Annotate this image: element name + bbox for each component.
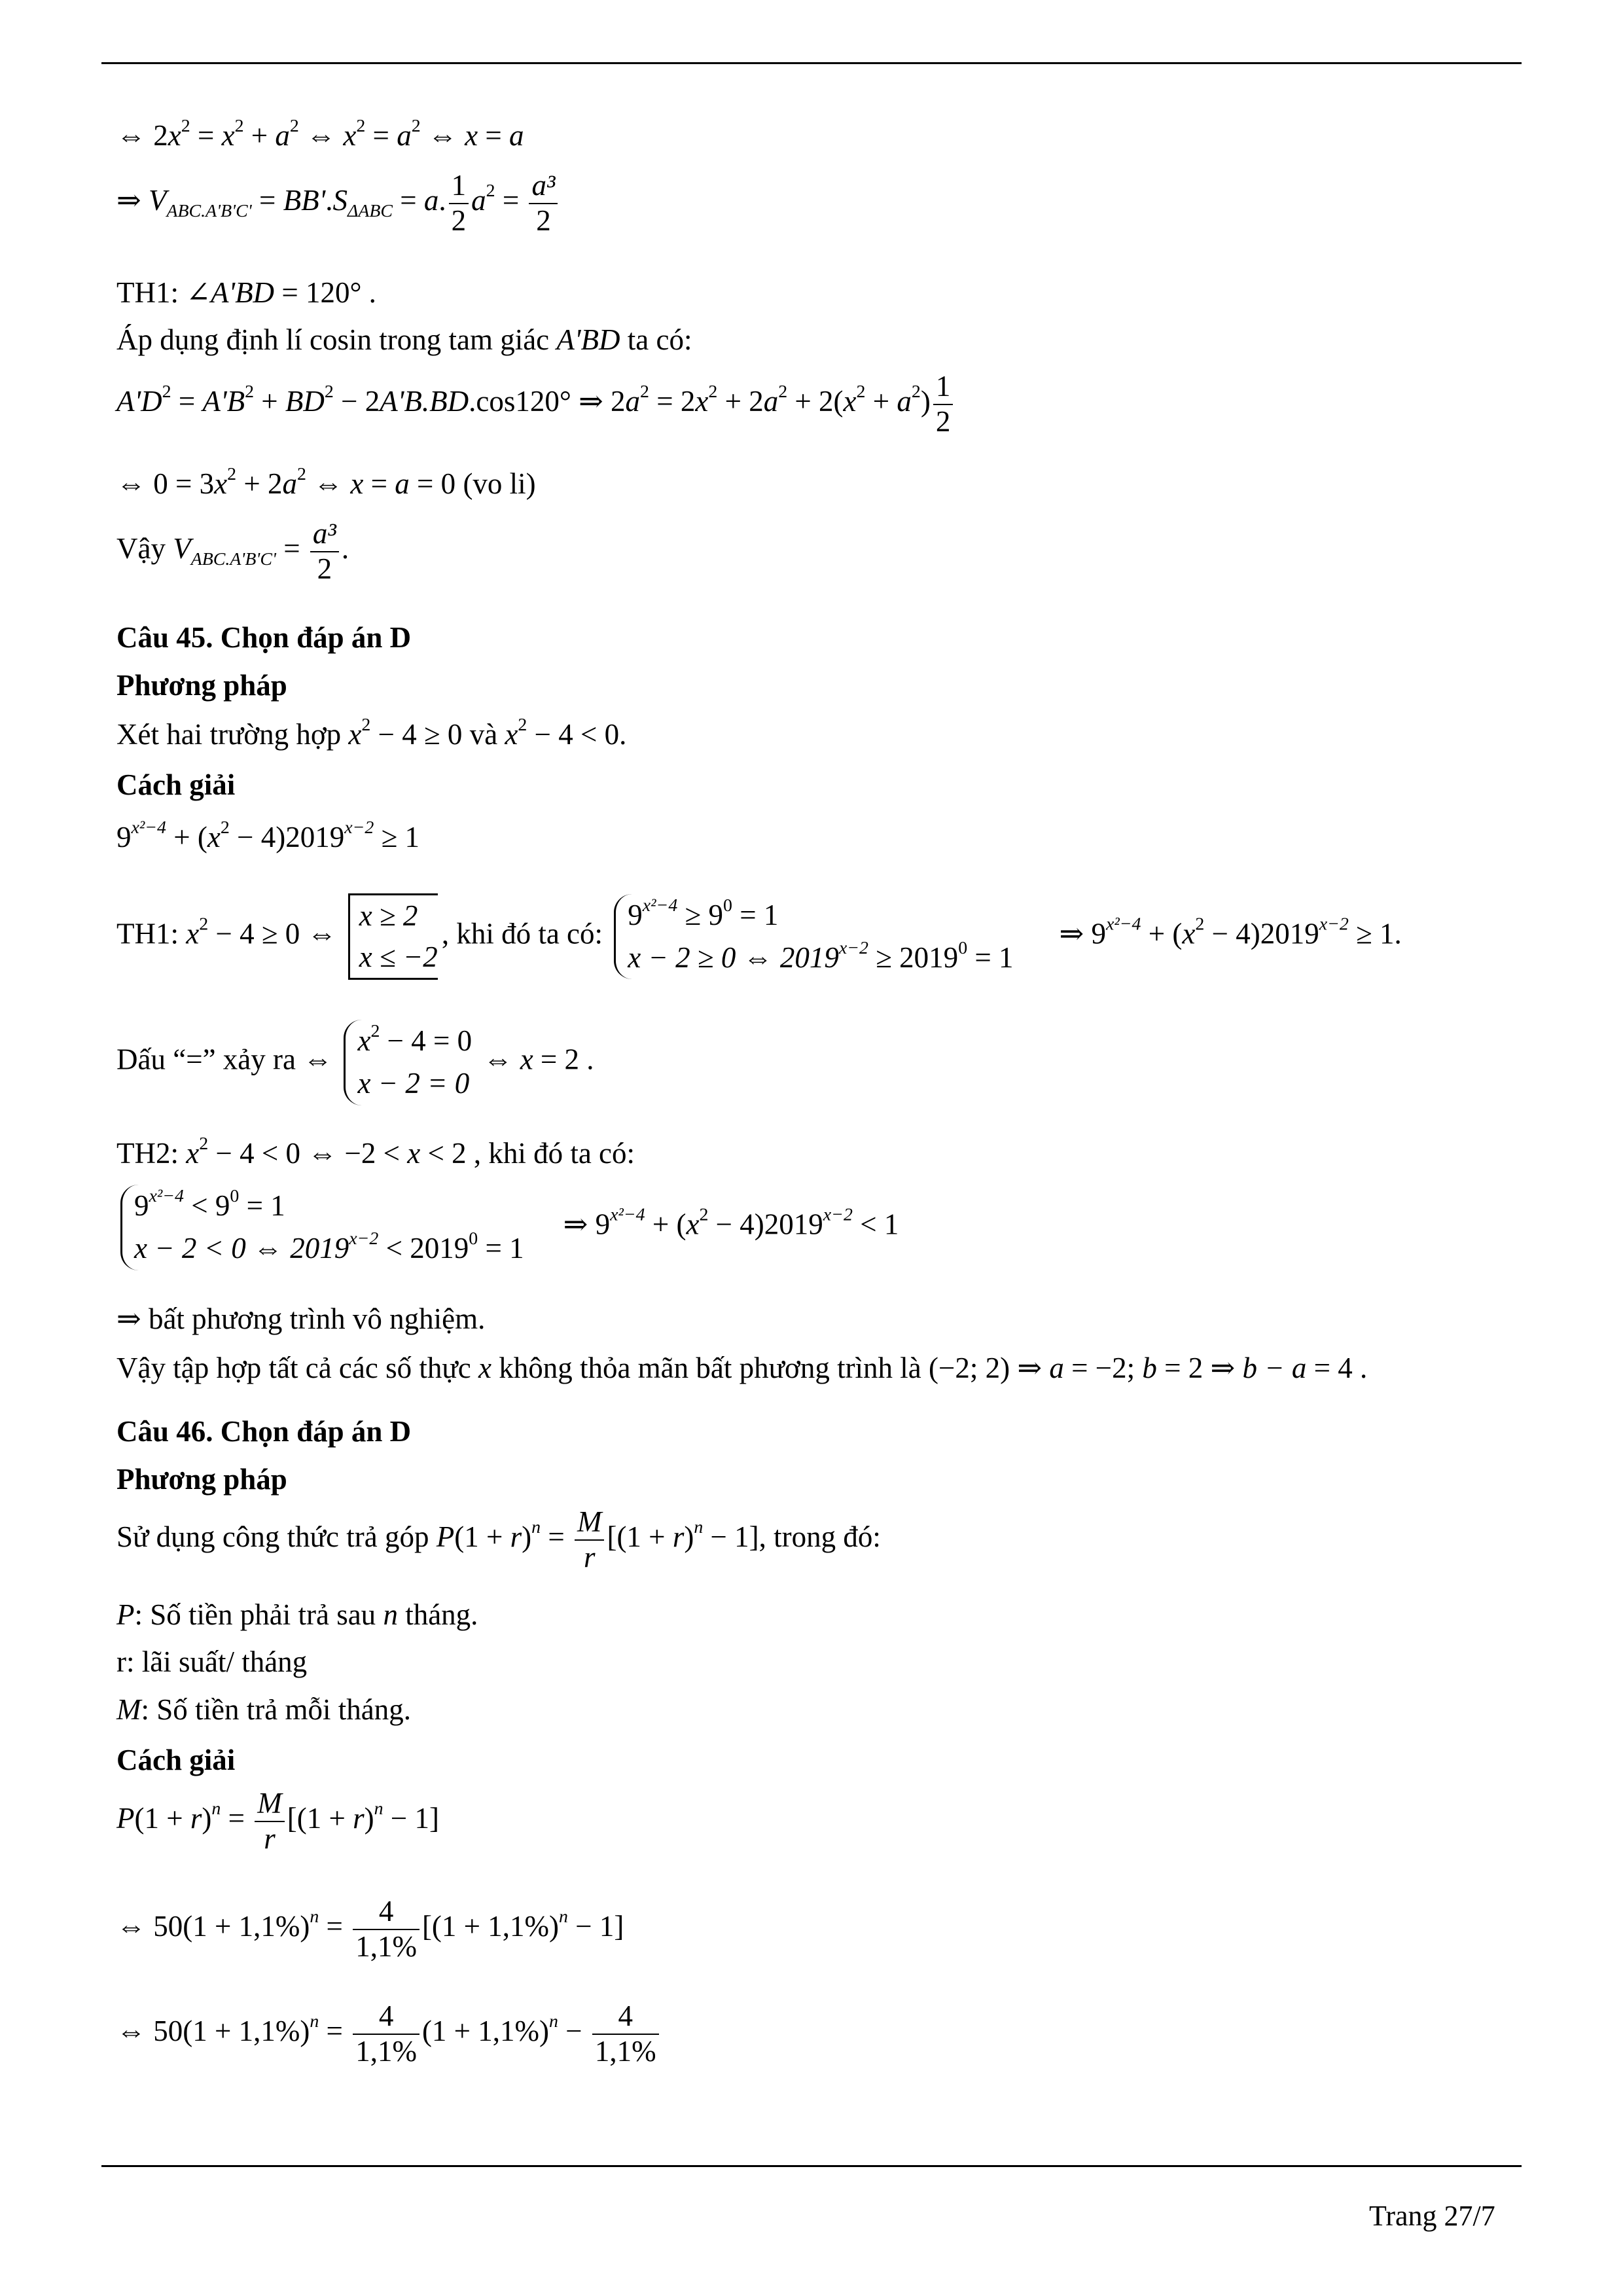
volume-conclusion: Vậy $V_{ABC.A'B'C'}$ = $\frac{\text{a³}}{2}$ . xyxy=(116,517,349,585)
top-rule xyxy=(101,62,1522,64)
inequality-line: $9^{x^2-4} + (x^2 - 4)2019^{x-2} \ge 1$ xyxy=(116,817,420,853)
installment-formula-line: Sử dụng công thức trả góp $P(1 + r)^n$ = $\frac{M}{r}$ $[(1 + r)^n - 1]$, trong đó: xyxy=(116,1505,881,1573)
equality-condition-line: Dấu “=” xảy ra ⇔ $x^2 - 4 = 0$ x − 2 = 0 ⇔ x = 2 . xyxy=(116,1020,594,1105)
case-1-system: $9^{x^2-4} \ge 9^0 = 1$ x − 2 ≥ 0 ⇔ $2019^{x-2} \ge 2019^0 = 1$ xyxy=(614,894,1013,980)
question-46-heading: Câu 46. Chọn đáp án D xyxy=(116,1415,412,1448)
case-1-angle-line: TH1: ∠A'BD = 120° . xyxy=(116,276,376,309)
case-2-system-line: $9^{x^2-4} < 9^0 = 1$ x − 2 < 0 ⇔ $2019^{x-2} < 2019^0 = 1$ ⇒ $9^{x^2-4} + (x^2 - 4)2019^{x-2} < 1$ xyxy=(116,1185,899,1270)
solution-46-step-2: ⇔ $50(1 + 1,1\%)^n$ = $\frac{4}{1,1\%}$ $[(1 + 1,1\%)^n - 1]$ xyxy=(116,1895,624,1963)
volume-formula-line: ⇒ $V_{ABC.A'B'C'} = BB'.S_{\Delta ABC} = a$. $\frac{1}{2}$ $a^2$ = $\frac{\text{a³}}{2}$ xyxy=(116,169,560,238)
equality-system: $x^2 - 4 = 0$ x − 2 = 0 xyxy=(344,1020,472,1105)
solution-heading-45: Cách giải xyxy=(116,768,236,801)
no-solution-line: ⇒ bất phương trình vô nghiệm. xyxy=(116,1302,486,1335)
solution-46-step-3: ⇔ $50(1 + 1,1\%)^n$ = $\frac{4}{1,1\%}$ $(1 + 1,1\%)^n$ − $\frac{4}{1,1\%}$ xyxy=(116,2000,662,2069)
cosine-rule-intro: Áp dụng định lí cosin trong tam giác A'BD ta có: xyxy=(116,323,692,356)
equation-line-1: ⇔ $2x^2 = x^2 + a^2$ ⇔ $x^2 = a^2$ ⇔ x = a xyxy=(116,116,524,152)
method-text-45: Xét hai trường hợp $x^2 - 4 \ge 0$ và $x^2 - 4 < 0$. xyxy=(116,715,627,751)
case-1-line: TH1: $x^2 - 4 \ge 0$ ⇔ x ≥ 2 x ≤ −2 , khi đó ta có: $9^{x^2-4} \ge 9^0 = 1$ x − 2 ≥ 0 ⇔ $2019^{x-2} \ge 2019^0 = 1$ ⇒ $9^{x^2-4} + (x^2 - 4)2019^{x-2} \ge 1$. xyxy=(116,893,1402,980)
definition-p: P: Số tiền phải trả sau n tháng. xyxy=(116,1598,478,1631)
contradiction-line: ⇔ $0 = 3x^2 + 2a^2$ ⇔ x = a = 0 (vo li) xyxy=(116,464,536,500)
page-number: Trang 27/7 xyxy=(1369,2200,1495,2232)
result-45-line: Vậy tập hợp tất cả các số thực x không thỏa mãn bất phương trình là (−2; 2) ⇒ a = −2; b = 2 ⇒ b − a = 4 . xyxy=(116,1352,1368,1384)
method-heading-46: Phương pháp xyxy=(116,1463,287,1496)
solution-heading-46: Cách giải xyxy=(116,1744,236,1776)
method-heading-45: Phương pháp xyxy=(116,669,287,702)
solution-46-step-1: $P(1 + r)^n$ = $\frac{M}{r}$ $[(1 + r)^n - 1]$ xyxy=(116,1787,439,1855)
cosine-rule-equation: $A'D^2 = A'B^2 + BD^2 - 2A'B.BD.\cos 120^\circ$ ⇒ $2a^2 = 2x^2 + 2a^2 + 2(x^2 + a^2)$ $\frac{1}{2}$ xyxy=(116,370,955,439)
question-45-heading: Câu 45. Chọn đáp án D xyxy=(116,621,412,654)
case-2-line: TH2: $x^2 - 4 < 0$ ⇔ −2 < x < 2 , khi đó ta có: xyxy=(116,1134,635,1170)
bottom-rule xyxy=(101,2165,1522,2167)
case-2-system: $9^{x^2-4} < 9^0 = 1$ x − 2 < 0 ⇔ $2019^{x-2} < 2019^0 = 1$ xyxy=(120,1185,524,1270)
case-1-bracket: x ≥ 2 x ≤ −2 xyxy=(348,893,438,980)
definition-m: M: Số tiền trả mỗi tháng. xyxy=(116,1693,411,1726)
definition-r: r: lãi suất/ tháng xyxy=(116,1645,308,1678)
